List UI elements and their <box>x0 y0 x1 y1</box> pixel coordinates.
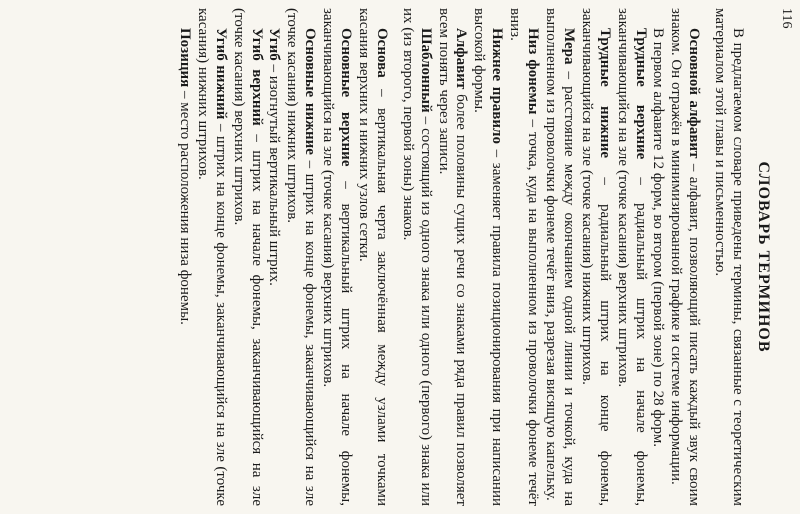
definition-text: – радиальный штрих на начале фонемы, заканчивающийся на зле (точке касания) верхних штрихов. <box>614 8 649 506</box>
definition-term: Алфавит <box>453 28 470 95</box>
definition-paragraph <box>282 8 318 506</box>
definition-paragraph <box>710 8 746 506</box>
definition-text: В предлагаемом словаре приведены термины, связанные с теоретическим материалом этой главы и письменностью. <box>712 8 747 506</box>
definition-term: Основные верхние <box>338 28 355 182</box>
definition-paragraph <box>354 8 390 506</box>
definition-text: более половины сущих речи со знаками ряда правил позволяет всем понять через записи. <box>435 8 470 506</box>
definition-paragraph <box>613 8 649 506</box>
definition-term: Нижнее правило <box>489 28 506 150</box>
definition-text: – вертикальный штрих на начале фонемы, заканчивающийся на зле (точке касания) верхних штрихов. <box>320 8 355 507</box>
definition-text: – алфавит, позволяющий писать каждый звук своим знаком. Он отражён в минимизированной графике и системе информации. <box>668 8 703 506</box>
definition-paragraph <box>193 8 229 506</box>
definition-paragraph <box>175 8 193 506</box>
definition-text: – радиальный штрих на конце фонемы, заканчивающийся на зле (точке касания) нижних штрихов. <box>578 8 613 507</box>
definition-text: – точка, куда на выполненном из проволочки фонеме течёт вниз. <box>507 8 542 506</box>
definition-paragraph <box>470 8 506 506</box>
definition-text: – штрих на конце фонемы, заканчивающийся на зле (точке касания) нижних штрихов. <box>194 8 229 506</box>
document-body <box>12 8 782 506</box>
definition-paragraph <box>505 8 541 506</box>
definition-term: Угиб нижний <box>212 28 229 124</box>
definition-text: – вертикальная черта заключённая между узлами точками касания верхних и нижних узлов сетки. <box>355 8 390 506</box>
definition-term: Угиб <box>266 28 283 65</box>
definition-paragraph <box>398 8 434 506</box>
definition-paragraph <box>666 8 702 506</box>
definition-text: – штрих на начале фонемы, заканчивающийся на зле (точке касания) верхних штрихов. <box>230 8 265 506</box>
definition-paragraph <box>434 8 470 506</box>
definition-term: Основной алфавит <box>686 28 703 164</box>
page-number: 116 <box>779 8 794 29</box>
definition-text: – расстояние между окончанием одной линии и точкой, куда на выполненном из проволочки фонеме течёт вниз, разрезая висящую капельку. <box>543 8 577 506</box>
page-title: СЛОВАРЬ ТЕРМИНОВ <box>755 161 772 353</box>
definition-text: – место расположения низа фонемы. <box>176 91 193 325</box>
definition-term: Трудные нижние <box>596 28 613 178</box>
definition-paragraph <box>265 8 283 506</box>
definition-text: – заменяет правила позиционирования при написании высокой формы. <box>471 8 506 507</box>
definition-term: Позиция <box>176 28 193 91</box>
definition-text: – изогнутый вертикальный штрих. <box>266 64 283 286</box>
definition-paragraph <box>318 8 354 506</box>
definition-term: Мера <box>560 28 577 72</box>
definition-paragraph <box>541 8 577 506</box>
definition-paragraph <box>577 8 613 506</box>
spacer <box>702 8 710 506</box>
definition-term: Основа <box>373 28 390 90</box>
definition-term: Угиб верхний <box>248 28 265 135</box>
definition-term: Шаблонный <box>417 28 434 117</box>
definition-text: – штрих на конце фонемы, заканчивающийся на зле (точке касания) нижних штрихов. <box>284 8 319 507</box>
definition-term: Низ фонемы <box>525 28 542 120</box>
definition-paragraph <box>229 8 265 506</box>
definition-text: В первом алфавите 12 форм, во втором (первой зоне) по 28 форм. <box>650 28 667 448</box>
definition-term: Трудные верхние <box>632 28 649 178</box>
definition-paragraph <box>649 8 667 506</box>
spacer <box>390 8 398 506</box>
definition-text: – состоящий из одного знака или одного (первого) знака или их (из второго, первой зоны) знаков. <box>399 8 434 507</box>
definition-term: Основные нижние <box>302 28 319 161</box>
paragraph-list <box>175 8 746 506</box>
